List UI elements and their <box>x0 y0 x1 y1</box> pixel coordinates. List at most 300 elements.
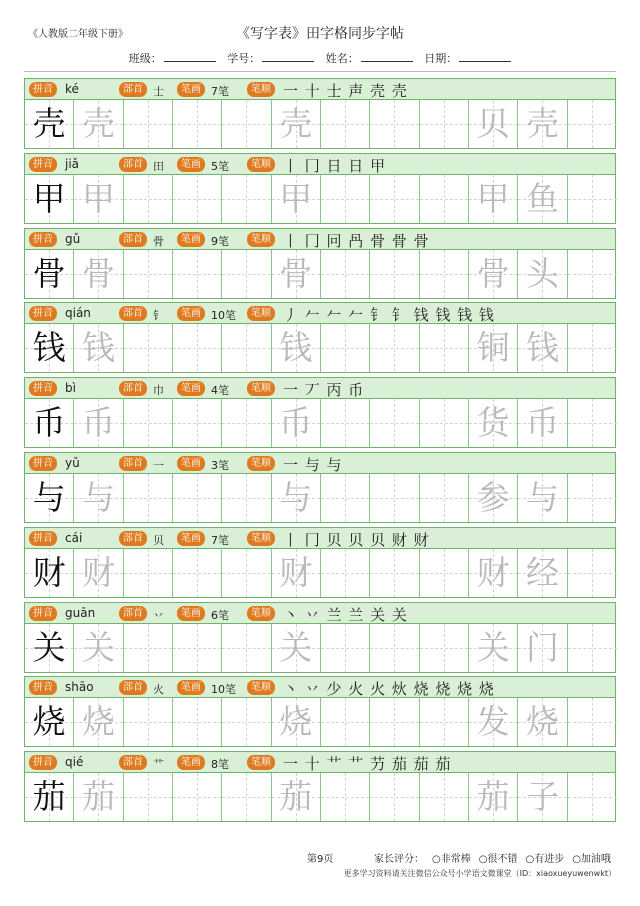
tianzige-cell[interactable] <box>222 773 271 821</box>
word-character: 甲 <box>476 178 510 218</box>
tianzige-cell[interactable] <box>124 100 173 148</box>
word-character: 货 <box>476 403 510 443</box>
tianzige-cell[interactable] <box>568 549 617 597</box>
word-character: 骨 <box>476 253 510 293</box>
tianzige-cell[interactable] <box>222 175 271 223</box>
pinyin-value: gǔ <box>65 231 81 246</box>
pinyin-tag: 拼音 <box>29 456 57 471</box>
stroke-count-value: 7笔 <box>211 85 229 98</box>
tianzige-cell[interactable] <box>74 250 123 298</box>
radical-tag: 部首 <box>119 456 147 471</box>
word-character: 鱼 <box>525 178 559 218</box>
stroke-order-value: 丨 冂 贝 贝 贝 财 财 <box>283 530 430 549</box>
tianzige-cell[interactable] <box>518 698 567 746</box>
character-block <box>24 377 616 448</box>
tianzige-cell[interactable] <box>568 175 617 223</box>
trace-character: 骨 <box>279 253 313 293</box>
tianzige-cell[interactable] <box>25 773 74 821</box>
model-character: 币 <box>32 403 66 443</box>
stroke-count-tag: 笔画 <box>177 306 205 321</box>
radical-tag: 部首 <box>119 82 147 97</box>
stroke-order-value: 丶 丷 少 火 火 炏 烧 烧 烧 烧 <box>283 680 495 699</box>
tianzige-cell[interactable] <box>568 624 617 672</box>
pinyin-value: cái <box>65 530 83 545</box>
parent-evaluation <box>374 850 611 865</box>
tianzige-cell[interactable] <box>25 698 74 746</box>
stroke-count-value: 7笔 <box>211 533 229 547</box>
model-character: 烧 <box>32 702 66 742</box>
word-character: 发 <box>476 702 510 742</box>
tianzige-cell[interactable] <box>518 175 567 223</box>
tianzige-cell[interactable] <box>420 175 469 223</box>
tianzige-cell[interactable] <box>420 474 469 522</box>
stroke-order-tag: 笔顺 <box>247 680 275 695</box>
stroke-count-value: 8笔 <box>211 758 229 772</box>
tianzige-cell[interactable] <box>370 324 419 372</box>
model-character: 壳 <box>32 104 66 143</box>
tianzige-cell[interactable] <box>469 175 518 223</box>
trace-character: 烧 <box>279 702 313 742</box>
tianzige-cell[interactable] <box>124 624 173 672</box>
tianzige-cell[interactable] <box>74 100 123 148</box>
tianzige-cell[interactable] <box>568 773 617 821</box>
pinyin-value: yǔ <box>65 456 80 470</box>
tianzige-cell[interactable] <box>370 250 419 298</box>
radical-value: 巾 <box>153 384 164 398</box>
trace-character: 币 <box>279 403 313 443</box>
edition-label: 《人教版二年级下册》 <box>28 29 128 40</box>
model-character: 茄 <box>32 777 66 817</box>
radical-value: 丷 <box>153 608 164 622</box>
tianzige-cell[interactable] <box>370 698 419 746</box>
tianzige-cell[interactable] <box>222 474 271 522</box>
tianzige-cell[interactable] <box>420 698 469 746</box>
character-info-bar <box>24 78 616 100</box>
tianzige-cell[interactable] <box>173 399 222 447</box>
pinyin-tag: 拼音 <box>29 606 57 621</box>
model-character: 关 <box>32 627 66 667</box>
word-character: 茄 <box>476 777 510 817</box>
word-character: 钱 <box>525 328 559 368</box>
tianzige-cell[interactable] <box>469 549 518 597</box>
tianzige-cell[interactable] <box>74 698 123 746</box>
tianzige-cell[interactable] <box>74 773 123 821</box>
tianzige-cell[interactable] <box>74 549 123 597</box>
radical-tag: 部首 <box>119 755 147 770</box>
stroke-count-tag: 笔画 <box>177 531 205 546</box>
tianzige-cell[interactable] <box>370 624 419 672</box>
tianzige-cell[interactable] <box>272 250 321 298</box>
radical-value: 钅 <box>153 309 164 323</box>
tianzige-cell[interactable] <box>222 324 271 372</box>
tianzige-cell[interactable] <box>124 474 173 522</box>
tianzige-cell[interactable] <box>124 698 173 746</box>
tianzige-cell[interactable] <box>518 399 567 447</box>
tianzige-grid <box>24 324 616 373</box>
trace-character: 壳 <box>279 104 313 143</box>
radical-value: 田 <box>153 159 164 173</box>
trace-character: 钱 <box>279 328 313 368</box>
tianzige-cell[interactable] <box>272 324 321 372</box>
stroke-count-value: 3笔 <box>211 459 229 472</box>
trace-character: 与 <box>279 478 313 517</box>
class-field[interactable] <box>129 50 216 66</box>
character-block <box>24 527 616 598</box>
tianzige-grid <box>24 698 616 747</box>
trace-character: 财 <box>81 552 115 592</box>
pinyin-tag: 拼音 <box>29 82 57 97</box>
word-character: 参 <box>476 478 510 517</box>
stroke-count-value: 10笔 <box>211 309 236 323</box>
stroke-order-value: 一 丆 丙 币 <box>283 381 365 400</box>
tianzige-cell[interactable] <box>222 399 271 447</box>
pinyin-value: ké <box>65 82 79 96</box>
student-number-label: 学号： <box>227 52 261 65</box>
tianzige-cell[interactable] <box>518 624 567 672</box>
tianzige-cell[interactable] <box>173 100 222 148</box>
tianzige-cell[interactable] <box>518 474 567 522</box>
pinyin-value: qié <box>65 755 84 770</box>
stroke-order-tag: 笔顺 <box>247 755 275 770</box>
tianzige-cell[interactable] <box>321 399 370 447</box>
tianzige-cell[interactable] <box>420 100 469 148</box>
stroke-order-value: 丨 冂 冋 冎 骨 骨 骨 <box>283 231 430 250</box>
footer-note: 更多学习资料请关注微信公众号小学语文微课堂（ID：xiaoxueyuwenwkt） <box>343 869 616 878</box>
radical-value: 火 <box>153 683 164 697</box>
trace-character: 茄 <box>279 777 313 817</box>
character-block <box>24 751 616 822</box>
tianzige-cell[interactable] <box>173 549 222 597</box>
tianzige-cell[interactable] <box>469 474 518 522</box>
tianzige-grid <box>24 474 616 523</box>
radical-value: 艹 <box>153 758 164 772</box>
stroke-order-tag: 笔顺 <box>247 381 275 396</box>
radical-value: 贝 <box>153 533 164 547</box>
word-character: 关 <box>476 627 510 667</box>
stroke-order-value: 一 与 与 <box>283 456 343 474</box>
tianzige-cell[interactable] <box>74 624 123 672</box>
tianzige-cell[interactable] <box>124 399 173 447</box>
tianzige-cell[interactable] <box>321 474 370 522</box>
name-field-label: 姓名： <box>325 52 359 65</box>
stroke-count-value: 10笔 <box>211 683 236 697</box>
tianzige-grid <box>24 399 616 448</box>
tianzige-grid <box>24 100 616 149</box>
word-character: 经 <box>525 552 559 592</box>
tianzige-cell[interactable] <box>124 250 173 298</box>
tianzige-cell[interactable] <box>420 399 469 447</box>
radical-tag: 部首 <box>119 157 147 172</box>
pinyin-tag: 拼音 <box>29 755 57 770</box>
stroke-count-value: 4笔 <box>211 384 229 398</box>
tianzige-cell[interactable] <box>173 250 222 298</box>
stroke-count-value: 6笔 <box>211 608 229 622</box>
tianzige-cell[interactable] <box>370 474 419 522</box>
student-number-field[interactable] <box>227 50 314 66</box>
trace-character: 钱 <box>81 328 115 368</box>
character-info-bar <box>24 527 616 549</box>
tianzige-cell[interactable] <box>173 324 222 372</box>
tianzige-cell[interactable] <box>272 549 321 597</box>
tianzige-cell[interactable] <box>25 474 74 522</box>
pinyin-tag: 拼音 <box>29 680 57 695</box>
tianzige-cell[interactable] <box>420 324 469 372</box>
stroke-order-tag: 笔顺 <box>247 306 275 321</box>
tianzige-cell[interactable] <box>518 324 567 372</box>
tianzige-cell[interactable] <box>222 624 271 672</box>
word-character: 铜 <box>476 328 510 368</box>
tianzige-cell[interactable] <box>469 399 518 447</box>
page-title: 《写字表》田字格同步字帖 <box>236 26 404 42</box>
tianzige-cell[interactable] <box>25 324 74 372</box>
eval-option-excellent[interactable]: ○非常棒 <box>432 854 471 865</box>
stroke-order-value: 丶 丷 兰 兰 关 关 <box>283 605 408 624</box>
stroke-order-tag: 笔顺 <box>247 232 275 247</box>
tianzige-cell[interactable] <box>370 100 419 148</box>
tianzige-grid <box>24 773 616 822</box>
radical-tag: 部首 <box>119 232 147 247</box>
radical-tag: 部首 <box>119 306 147 321</box>
character-info-bar <box>24 302 616 324</box>
tianzige-cell[interactable] <box>25 250 74 298</box>
stroke-count-tag: 笔画 <box>177 232 205 247</box>
word-character: 头 <box>525 253 559 293</box>
tianzige-cell[interactable] <box>568 250 617 298</box>
character-block <box>24 452 616 523</box>
pinyin-tag: 拼音 <box>29 232 57 247</box>
character-info-bar <box>24 452 616 474</box>
tianzige-cell[interactable] <box>272 100 321 148</box>
radical-tag: 部首 <box>119 606 147 621</box>
tianzige-cell[interactable] <box>518 773 567 821</box>
character-info-bar <box>24 377 616 399</box>
character-info-bar <box>24 602 616 624</box>
pinyin-value: guān <box>65 605 96 620</box>
tianzige-cell[interactable] <box>518 250 567 298</box>
tianzige-cell[interactable] <box>568 474 617 522</box>
eval-option-keep-going[interactable]: ○加油哦 <box>572 854 611 865</box>
radical-tag: 部首 <box>119 531 147 546</box>
stroke-count-tag: 笔画 <box>177 157 205 172</box>
tianzige-cell[interactable] <box>420 773 469 821</box>
word-character: 烧 <box>525 702 559 742</box>
character-block <box>24 602 616 673</box>
word-character: 财 <box>476 552 510 592</box>
pinyin-value: qián <box>65 306 91 321</box>
tianzige-cell[interactable] <box>124 324 173 372</box>
stroke-order-value: 一 十 士 声 壳 壳 <box>283 82 408 100</box>
tianzige-cell[interactable] <box>420 549 469 597</box>
tianzige-grid <box>24 549 616 598</box>
tianzige-cell[interactable] <box>321 624 370 672</box>
evaluation-label: 家长评分： <box>374 854 424 865</box>
tianzige-cell[interactable] <box>370 399 419 447</box>
pinyin-value: shāo <box>65 680 94 695</box>
tianzige-cell[interactable] <box>173 698 222 746</box>
tianzige-cell[interactable] <box>321 324 370 372</box>
model-character: 与 <box>32 478 66 517</box>
tianzige-cell[interactable] <box>222 100 271 148</box>
tianzige-cell[interactable] <box>321 698 370 746</box>
character-block <box>24 153 616 224</box>
stroke-order-tag: 笔顺 <box>247 456 275 471</box>
pinyin-tag: 拼音 <box>29 157 57 172</box>
tianzige-cell[interactable] <box>124 175 173 223</box>
word-character: 与 <box>525 478 559 517</box>
tianzige-cell[interactable] <box>74 324 123 372</box>
stroke-count-tag: 笔画 <box>177 755 205 770</box>
stroke-order-tag: 笔顺 <box>247 531 275 546</box>
trace-character: 烧 <box>81 702 115 742</box>
tianzige-cell[interactable] <box>568 399 617 447</box>
tianzige-cell[interactable] <box>272 698 321 746</box>
tianzige-cell[interactable] <box>25 100 74 148</box>
tianzige-cell[interactable] <box>74 474 123 522</box>
tianzige-cell[interactable] <box>272 175 321 223</box>
tianzige-cell[interactable] <box>272 624 321 672</box>
trace-character: 甲 <box>81 178 115 218</box>
tianzige-cell[interactable] <box>222 549 271 597</box>
stroke-count-value: 5笔 <box>211 159 229 173</box>
tianzige-cell[interactable] <box>321 773 370 821</box>
student-info-fields <box>0 50 640 66</box>
model-character: 骨 <box>32 253 66 293</box>
stroke-count-tag: 笔画 <box>177 606 205 621</box>
tianzige-grid <box>24 624 616 673</box>
header-divider <box>24 71 616 72</box>
stroke-count-tag: 笔画 <box>177 456 205 471</box>
character-info-bar <box>24 153 616 175</box>
character-info-bar <box>24 751 616 773</box>
word-character: 币 <box>525 403 559 443</box>
tianzige-cell[interactable] <box>469 100 518 148</box>
pinyin-tag: 拼音 <box>29 531 57 546</box>
tianzige-cell[interactable] <box>469 698 518 746</box>
radical-tag: 部首 <box>119 680 147 695</box>
stroke-order-tag: 笔顺 <box>247 157 275 172</box>
model-character: 财 <box>32 552 66 592</box>
tianzige-cell[interactable] <box>124 773 173 821</box>
trace-character: 币 <box>81 403 115 443</box>
radical-value: 一 <box>153 459 164 472</box>
character-block <box>24 302 616 373</box>
stroke-order-value: 丿 𠂉 𠂉 𠂉 钅 钅 钱 钱 钱 钱 <box>283 306 495 325</box>
character-block <box>24 78 616 149</box>
word-character: 贝 <box>476 104 510 143</box>
trace-character: 关 <box>279 627 313 667</box>
tianzige-cell[interactable] <box>469 624 518 672</box>
model-character: 甲 <box>32 178 66 218</box>
stroke-order-value: 一 十 艹 艹 芀 茄 茄 茄 <box>283 755 452 774</box>
trace-character: 骨 <box>81 253 115 293</box>
tianzige-cell[interactable] <box>222 698 271 746</box>
tianzige-cell[interactable] <box>25 399 74 447</box>
page-number: 第9页 <box>307 854 334 865</box>
tianzige-cell[interactable] <box>518 549 567 597</box>
tianzige-cell[interactable] <box>321 175 370 223</box>
tianzige-cell[interactable] <box>370 549 419 597</box>
tianzige-cell[interactable] <box>568 698 617 746</box>
tianzige-cell[interactable] <box>568 324 617 372</box>
tianzige-cell[interactable] <box>518 100 567 148</box>
tianzige-cell[interactable] <box>321 100 370 148</box>
pinyin-tag: 拼音 <box>29 381 57 396</box>
stroke-count-tag: 笔画 <box>177 680 205 695</box>
tianzige-cell[interactable] <box>272 773 321 821</box>
eval-option-good[interactable]: ○很不错 <box>478 854 518 865</box>
tianzige-cell[interactable] <box>173 175 222 223</box>
word-character: 子 <box>525 777 559 817</box>
pinyin-value: jiǎ <box>65 156 80 171</box>
date-field[interactable] <box>424 50 511 66</box>
tianzige-cell[interactable] <box>370 175 419 223</box>
character-info-bar <box>24 676 616 698</box>
tianzige-cell[interactable] <box>469 250 518 298</box>
tianzige-cell[interactable] <box>568 100 617 148</box>
date-field-label: 日期： <box>424 52 458 65</box>
radical-value: 骨 <box>153 234 164 248</box>
tianzige-cell[interactable] <box>173 474 222 522</box>
word-character: 门 <box>525 627 559 667</box>
tianzige-cell[interactable] <box>420 250 469 298</box>
eval-option-improved[interactable]: ○有进步 <box>525 854 565 865</box>
character-block <box>24 228 616 299</box>
stroke-order-tag: 笔顺 <box>247 606 275 621</box>
tianzige-cell[interactable] <box>173 624 222 672</box>
stroke-order-tag: 笔顺 <box>247 82 275 97</box>
stroke-count-tag: 笔画 <box>177 381 205 396</box>
tianzige-cell[interactable] <box>25 624 74 672</box>
tianzige-cell[interactable] <box>222 250 271 298</box>
character-info-bar <box>24 228 616 250</box>
stroke-order-value: 丨 冂 日 日 甲 <box>283 156 387 175</box>
pinyin-value: bì <box>65 381 76 396</box>
trace-character: 财 <box>279 552 313 592</box>
tianzige-cell[interactable] <box>321 549 370 597</box>
tianzige-cell[interactable] <box>272 399 321 447</box>
trace-character: 关 <box>81 627 115 667</box>
tianzige-cell[interactable] <box>74 399 123 447</box>
trace-character: 与 <box>81 478 115 517</box>
tianzige-cell[interactable] <box>469 773 518 821</box>
pinyin-tag: 拼音 <box>29 306 57 321</box>
tianzige-cell[interactable] <box>420 624 469 672</box>
tianzige-grid <box>24 250 616 299</box>
trace-character: 壳 <box>81 104 115 143</box>
tianzige-cell[interactable] <box>321 250 370 298</box>
radical-value: 士 <box>153 85 164 98</box>
model-character: 钱 <box>32 328 66 368</box>
trace-character: 茄 <box>81 777 115 817</box>
tianzige-cell[interactable] <box>173 773 222 821</box>
radical-tag: 部首 <box>119 381 147 396</box>
stroke-count-value: 9笔 <box>211 234 229 248</box>
tianzige-cell[interactable] <box>25 549 74 597</box>
tianzige-cell[interactable] <box>469 324 518 372</box>
tianzige-cell[interactable] <box>25 175 74 223</box>
word-character: 壳 <box>525 104 559 143</box>
class-field-label: 班级： <box>128 52 162 65</box>
tianzige-cell[interactable] <box>370 773 419 821</box>
tianzige-cell[interactable] <box>74 175 123 223</box>
stroke-count-tag: 笔画 <box>177 82 205 97</box>
character-block <box>24 676 616 747</box>
tianzige-cell[interactable] <box>272 474 321 522</box>
tianzige-grid <box>24 175 616 224</box>
name-field[interactable] <box>326 50 413 66</box>
tianzige-cell[interactable] <box>124 549 173 597</box>
trace-character: 甲 <box>279 178 313 218</box>
